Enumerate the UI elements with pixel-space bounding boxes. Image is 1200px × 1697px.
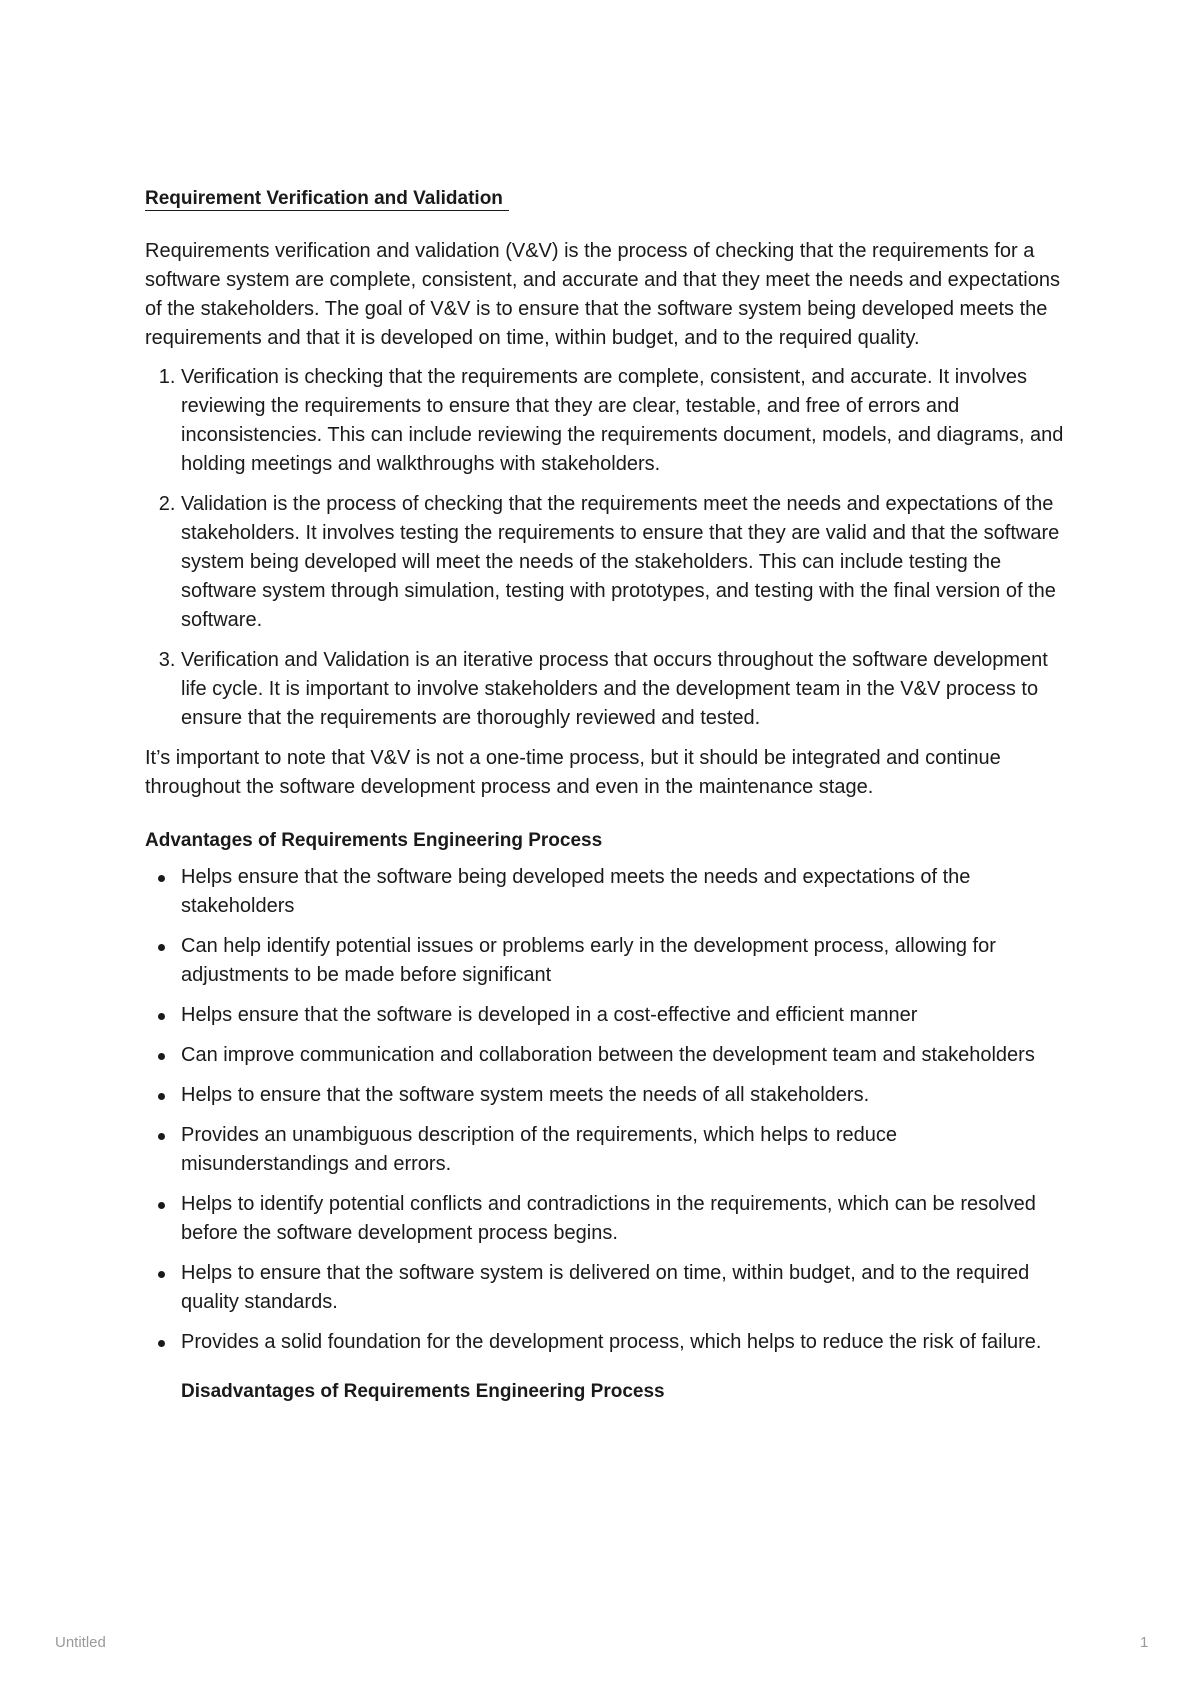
bullet-icon bbox=[158, 944, 165, 951]
list-item-text: Provides an unambiguous description of the requirements, which helps to reduce misunderstandings and errors. bbox=[181, 1124, 897, 1175]
advantages-list bbox=[145, 863, 1065, 1357]
list-item-text: Can help identify potential issues or problems early in the development process, allowing for adjustments to be made before significant bbox=[181, 935, 996, 986]
footer-page-number: 1 bbox=[1140, 1634, 1149, 1651]
bullet-icon bbox=[158, 1013, 165, 1020]
numbered-list bbox=[145, 363, 1065, 733]
bullet-icon bbox=[158, 1271, 165, 1278]
list-item-text: Helps ensure that the software is developed in a cost-effective and efficient manner bbox=[181, 1004, 918, 1026]
list-item bbox=[181, 932, 1065, 990]
list-item bbox=[181, 1259, 1065, 1317]
list-item-text: Can improve communication and collaboration between the development team and stakeholders bbox=[181, 1044, 1035, 1066]
list-item-text: Helps to identify potential conflicts and contradictions in the requirements, which can be resolved before the software development process begins. bbox=[181, 1193, 1036, 1244]
bullet-icon bbox=[158, 1340, 165, 1347]
intro-paragraph: Requirements verification and validation (V&V) is the process of checking that the requirements for a software system are complete, consistent, and accurate and that they meet the needs and expectations of the stakeholders. The goal of V&V is to ensure that the software system being developed meets the requirements and that it is developed on time, within budget, and to the required quality. bbox=[145, 240, 1060, 349]
list-item-text: Helps to ensure that the software system is delivered on time, within budget, and to the required quality standards. bbox=[181, 1262, 1030, 1313]
document-title: Requirement Verification and Validation bbox=[145, 188, 509, 211]
numbered-item: 2. Validation is the process of checking that the requirements meet the needs and expectations of the stakeholders. It involves testing the requirements to ensure that they are valid and that the software system being developed will meet the needs of the stakeholders. This can include testing the software system through simulation, testing with prototypes, and testing with the final version of the software. bbox=[181, 490, 1065, 635]
document-page bbox=[145, 184, 1065, 1406]
list-item-text: Provides a solid foundation for the development process, which helps to reduce the risk of failure. bbox=[181, 1331, 1042, 1353]
footer-document-name: Untitled bbox=[55, 1634, 106, 1651]
bullet-icon bbox=[158, 1093, 165, 1100]
list-item bbox=[181, 1190, 1065, 1248]
numbered-item: 3. Verification and Validation is an iterative process that occurs throughout the software development life cycle. It is important to involve stakeholders and the development team in the V&V process to ensure that the requirements are thoroughly reviewed and tested. bbox=[181, 646, 1065, 733]
bullet-icon bbox=[158, 1133, 165, 1140]
list-item-text: Helps to ensure that the software system meets the needs of all stakeholders. bbox=[181, 1084, 870, 1106]
list-item bbox=[181, 1328, 1065, 1357]
bullet-icon bbox=[158, 1202, 165, 1209]
numbered-item: 1. Verification is checking that the requirements are complete, consistent, and accurate. It involves reviewing the requirements to ensure that they are clear, testable, and free of errors and inconsistencies. This can include reviewing the requirements document, models, and diagrams, and holding meetings and walkthroughs with stakeholders. bbox=[181, 363, 1065, 479]
bullet-icon bbox=[158, 875, 165, 882]
list-item bbox=[181, 1081, 1065, 1110]
list-item bbox=[181, 1121, 1065, 1179]
list-item bbox=[181, 1041, 1065, 1070]
list-item-text: Helps ensure that the software being developed meets the needs and expectations of the stakeholders bbox=[181, 866, 971, 917]
disadvantages-heading: Disadvantages of Requirements Engineering Process bbox=[181, 1381, 665, 1402]
advantages-heading: Advantages of Requirements Engineering Process bbox=[145, 830, 603, 851]
bullet-icon bbox=[158, 1053, 165, 1060]
list-item bbox=[181, 863, 1065, 921]
list-item bbox=[181, 1001, 1065, 1030]
note-paragraph: It’s important to note that V&V is not a one-time process, but it should be integrated and continue throughout the software development process and even in the maintenance stage. bbox=[145, 747, 1001, 798]
